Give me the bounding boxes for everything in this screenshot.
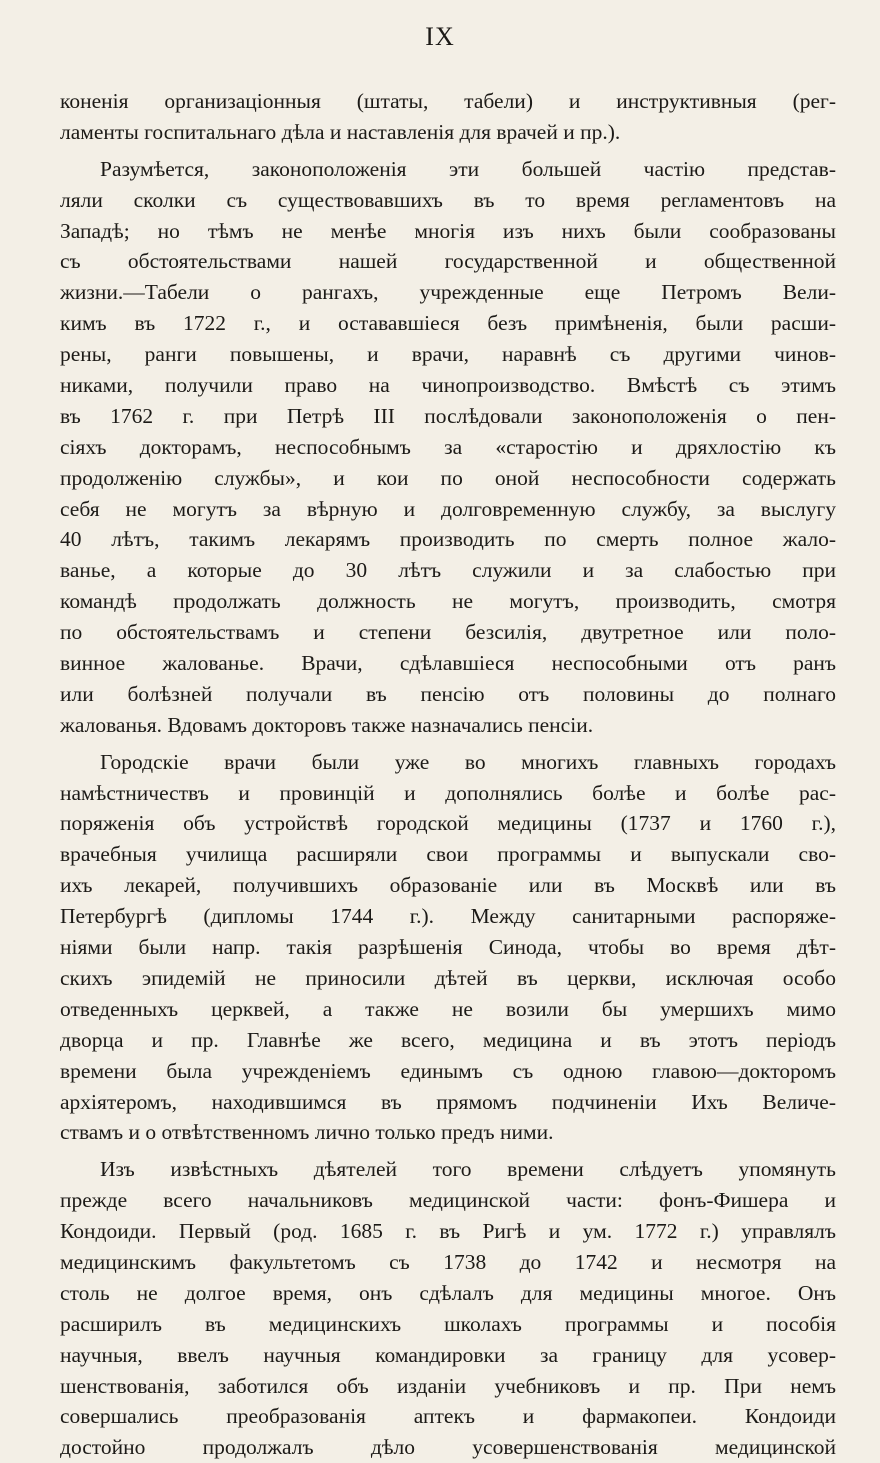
text-line: 40 лѣтъ, такимъ лекарямъ производить по смерть полное жало- xyxy=(60,527,836,552)
text-line: поряженія объ устройствѣ городской медицины (1737 и 1760 г.), xyxy=(60,811,836,836)
text-line: времени была учрежденіемъ единымъ съ одною главою—докторомъ xyxy=(60,1058,836,1083)
text-line: сіяхъ докторамъ, неспособнымъ за «старостію и дряхлостію къ xyxy=(60,434,836,459)
text-line: скихъ эпидемій не приносили дѣтей въ церкви, исключая особо xyxy=(60,965,836,990)
text-line: научныя, ввелъ научныя командировки за границу для усовер- xyxy=(60,1342,836,1367)
text-line: дворца и пр. Главнѣе же всего, медицина и въ этотъ періодъ xyxy=(60,1027,836,1052)
text-line: съ обстоятельствами нашей государственной и общественной xyxy=(60,249,836,274)
text-line: шенствованія, заботился объ изданіи учебниковъ и пр. При немъ xyxy=(60,1373,836,1398)
text-line: винное жалованье. Врачи, сдѣлавшіеся неспособными отъ ранъ xyxy=(60,651,836,676)
text-line: въ 1762 г. при Петрѣ III послѣдовали законоположенія о пен- xyxy=(60,403,836,428)
text-line: совершались преобразованія аптекъ и фармакопеи. Кондоиди xyxy=(60,1404,836,1429)
text-line: Кондоиди. Первый (род. 1685 г. въ Ригѣ и ум. 1772 г.) управлялъ xyxy=(60,1219,836,1244)
text-line: столь не долгое время, онъ сдѣлалъ для медицины многое. Онъ xyxy=(60,1280,836,1305)
text-line: себя не могутъ за вѣрную и долговременную службу, за выслугу xyxy=(60,496,836,521)
text-line: рены, ранги повышены, и врачи, наравнѣ съ другими чинов- xyxy=(60,342,836,367)
text-line: жизни.—Табели о рангахъ, учрежденные еще Петромъ Вели- xyxy=(60,280,836,305)
text-line: кимъ въ 1722 г., и остававшіеся безъ примѣненія, были расши- xyxy=(60,311,836,336)
text-line: ихъ лекарей, получившихъ образованіе или въ Москвѣ или въ xyxy=(60,873,836,898)
text-line: жалованья. Вдовамъ докторовъ также назначались пенсіи. xyxy=(60,712,594,737)
text-line: врачебныя училища расширяли свои программы и выпускали сво- xyxy=(60,842,836,867)
text-line: продолженію службы», и кои по оной неспособности содержать xyxy=(60,465,836,490)
text-line: отведенныхъ церквей, а также не возили бы умершихъ мимо xyxy=(60,996,836,1021)
text-line: Разумѣется, законоположенія эти большей частію представ- xyxy=(100,156,836,181)
text-line: Петербургѣ (дипломы 1744 г.). Между санитарными распоряже- xyxy=(60,904,836,929)
page-number: IX xyxy=(425,22,455,51)
text-line: прежде всего начальниковъ медицинской части: фонъ-Фишера и xyxy=(60,1188,836,1213)
text-line: Изъ извѣстныхъ дѣятелей того времени слѣдуетъ упомянуть xyxy=(100,1157,836,1182)
text-line: ніями были напр. такія разрѣшенія Синода, чтобы во время дѣт- xyxy=(60,935,836,960)
text-line: расширилъ въ медицинскихъ школахъ программы и пособія xyxy=(60,1311,836,1336)
text-line: намѣстничествъ и провинцій и дополнялись болѣе и болѣе рас- xyxy=(60,780,836,805)
text-line: по обстоятельствамъ и степени безсилія, двутретное или поло- xyxy=(60,620,836,645)
text-line: коненія организаціонныя (штаты, табели) и инструктивныя (рег- xyxy=(60,89,836,113)
text-line: командѣ продолжать должность не могутъ, производить, смотря xyxy=(60,589,836,614)
body-text xyxy=(60,86,836,1463)
text-line: Западѣ; но тѣмъ не менѣе многія изъ нихъ были сообразованы xyxy=(60,218,836,243)
text-line: медицинскимъ факультетомъ съ 1738 до 1742 и несмотря на xyxy=(60,1249,836,1274)
text-line: ламенты госпитальнаго дѣла и наставленія для врачей и пр.). xyxy=(60,119,621,144)
text-line: архіятеромъ, находившимся въ прямомъ подчиненіи Ихъ Величе- xyxy=(60,1089,836,1114)
text-line: ствамъ и о отвѣтственномъ лично только предъ ними. xyxy=(60,1120,554,1145)
text-line: никами, получили право на чинопроизводство. Вмѣстѣ съ этимъ xyxy=(60,373,836,398)
text-line: ляли сколки съ существовавшихъ въ то время регламентовъ на xyxy=(60,187,836,212)
text-line: или болѣзней получали въ пенсію отъ половины до полнаго xyxy=(60,681,836,706)
text-line: достойно продолжалъ дѣло усовершенствованія медицинской xyxy=(60,1435,836,1460)
text-line: ванье, а которые до 30 лѣтъ служили и за слабостью при xyxy=(60,558,836,583)
text-line: Городскіе врачи были уже во многихъ главныхъ городахъ xyxy=(100,749,836,774)
